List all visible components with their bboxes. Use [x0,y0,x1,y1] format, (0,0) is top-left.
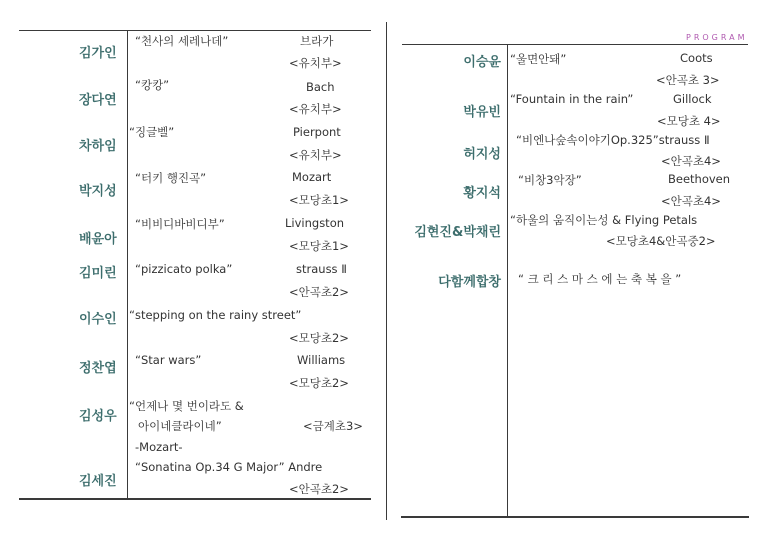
school-grade: <모당초 4> [657,114,721,128]
performer-name: 황지석 [463,186,501,201]
school-grade: <모당초1> [289,239,349,253]
piece-title: “비창3악장” [518,173,582,187]
performer-name: 김세진 [79,474,117,489]
school-grade: <모당초2> [289,331,349,345]
performer-name: 김미린 [79,266,117,281]
school-grade: <유치부> [289,148,342,162]
performer-name: 박지성 [79,184,117,199]
left-name-divider [127,30,128,500]
school-grade: <안곡초 3> [656,73,720,87]
piece-title: “터키 행진곡” [135,171,207,185]
school-grade: <안곡초2> [289,285,349,299]
performer-name: 박유빈 [463,105,501,120]
composer: 브라가 [300,34,334,48]
right-top-rule [402,44,748,45]
composer: Livingston [285,216,345,230]
piece-title: “하울의 움직이는성 & Flying Petals [510,213,698,227]
right-name-divider [507,44,508,518]
performer-name: 이승윤 [463,55,501,70]
performer-name: 배윤아 [79,232,117,247]
piece-title: “Fountain in the rain” [510,92,634,106]
performer-name: 차하임 [79,139,117,154]
composer: Beethoven [668,172,731,186]
composer: Pierpont [293,125,341,139]
left-top-rule [19,30,371,31]
school-grade: <모당초2> [289,376,349,390]
school-grade: <유치부> [289,102,342,116]
performer-name: 이수인 [79,312,117,327]
piece-title: “pizzicato polka” [135,262,233,276]
piece-title: “울면안돼” [510,52,567,66]
page-center-divider [386,22,387,520]
school-grade: <안곡초4> [661,154,721,168]
performer-name: 다함께합창 [438,275,501,290]
right-bottom-rule [401,516,749,518]
piece-title: “비비디바비디부” [135,217,225,231]
performer-name: 허지성 [463,147,501,162]
composer: Coots [680,51,713,65]
piece-title: “Star wars” [135,353,202,367]
piece-title: “징글벨” [129,125,175,139]
school-grade: <모당초1> [289,193,349,207]
school-grade: <안곡초2> [289,482,349,496]
piece-title: “ 크 리 스 마 스 에 는 축 복 을 ” [518,272,682,286]
composer: Williams [297,353,346,367]
piece-title: “언제나 몇 번이라도 & [129,399,244,413]
school-grade: <유치부> [289,56,342,70]
school-grade: <금계초3> [303,419,363,433]
piece-title: “stepping on the rainy street” [129,308,302,322]
composer: Mozart [292,170,332,184]
piece-title: “비엔나숲속이야기Op.325”strauss Ⅱ [516,133,710,147]
composer: Bach [306,80,335,94]
school-grade: <안곡초4> [661,194,721,208]
composer: strauss Ⅱ [296,262,347,276]
piece-title: “캉캉” [135,78,170,92]
program-label: PROGRAM [686,33,748,42]
piece-title-line2: 아이네클라이네” [138,419,222,433]
performer-name: 김성우 [79,409,117,424]
performer-name: 정찬엽 [79,361,117,376]
composer: Gillock [673,92,712,106]
piece-title: “Sonatina Op.34 G Major” Andre [135,460,323,474]
school-grade: <모당초4&안곡중2> [606,234,716,248]
piece-title: “천사의 세레나데” [135,34,229,48]
left-bottom-rule [19,498,371,500]
performer-name: 김현진&박채린 [414,225,501,240]
composer: -Mozart- [135,440,183,454]
performer-name: 장다연 [79,93,117,108]
performer-name: 김가인 [79,46,117,61]
